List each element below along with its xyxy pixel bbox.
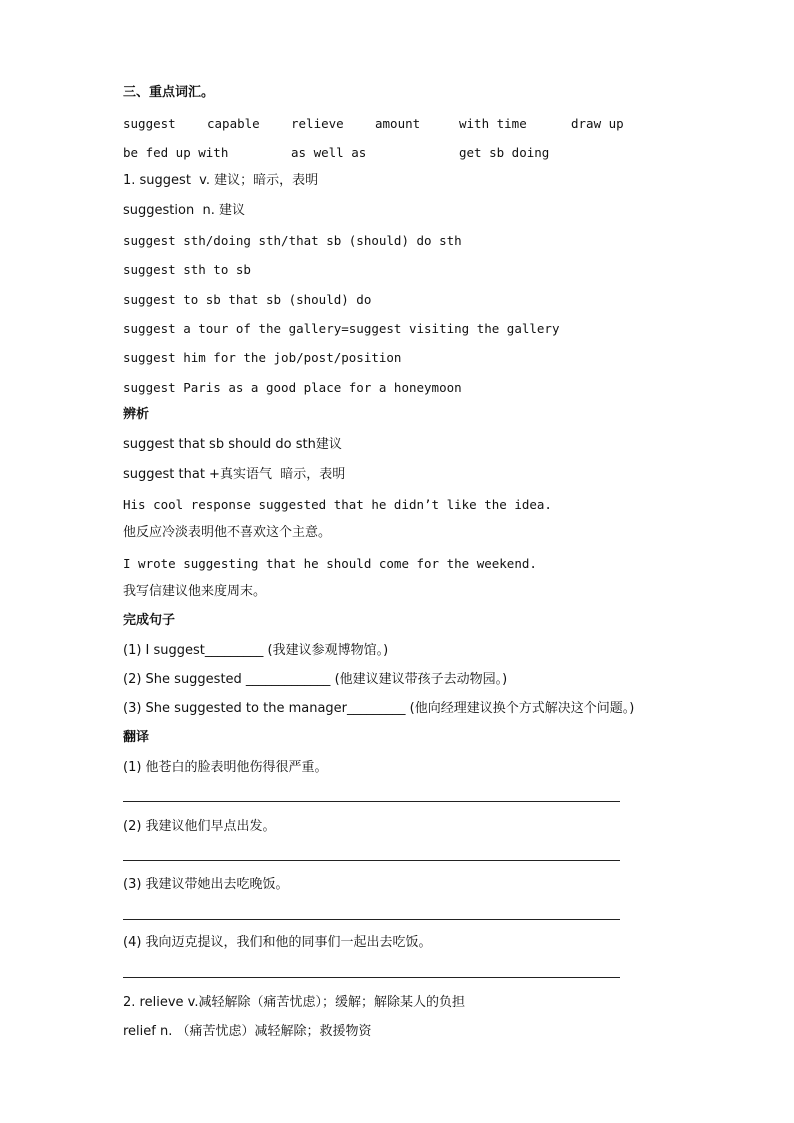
text-line: suggestion n. 建议	[123, 203, 245, 218]
vocab-word: suggest	[123, 116, 176, 131]
translate-item: (1) 他苍白的脸表明他伤得很严重。	[123, 760, 328, 775]
text-line: His cool response suggested that he didn’t like the idea.	[123, 497, 552, 512]
vocab-word: get sb doing	[459, 145, 550, 160]
translate-item: (3) 我建议带她出去吃晚饭。	[123, 877, 289, 892]
text-line: relief n. （痛苦忧虑）减轻解除；救援物资	[123, 1024, 372, 1039]
exercise-item: (2) She suggested _____________ (他建议建议带孩子去动物园。)	[123, 672, 508, 687]
exercise-item: (1) I suggest_________ (我建议参观博物馆。)	[123, 643, 389, 658]
text-line: suggest him for the job/post/position	[123, 350, 402, 365]
translate-item: (4) 我向迈克提议，我们和他的同事们一起出去吃饭。	[123, 935, 432, 950]
text-line: 我写信建议他来度周末。	[123, 584, 267, 599]
vocab-word: draw up	[571, 116, 624, 131]
answer-line	[123, 801, 620, 802]
answer-line	[123, 919, 620, 920]
text-line: suggest a tour of the gallery=suggest visiting the gallery	[123, 321, 560, 336]
text-line: suggest that +真实语气 暗示，表明	[123, 467, 346, 482]
complete-label: 完成句子	[123, 613, 176, 628]
suggest-title: 1. suggest v. 建议；暗示，表明	[123, 173, 319, 188]
relieve-title: 2. relieve v.减轻解除（痛苦忧虑）；缓解；解除某人的负担	[123, 995, 465, 1010]
vocab-word: amount	[375, 116, 421, 131]
text-line: suggest sth to sb	[123, 262, 251, 277]
exercise-item: (3) She suggested to the manager_________ (他向经理建议换个方式解决这个问题。)	[123, 701, 635, 716]
text-line: suggest to sb that sb (should) do	[123, 292, 372, 307]
vocab-word: capable	[207, 116, 260, 131]
text-line: suggest sth/doing sth/that sb (should) do sth	[123, 233, 462, 248]
text-line: 他反应冷淡表明他不喜欢这个主意。	[123, 525, 332, 540]
vocab-word: be fed up with	[123, 145, 229, 160]
answer-line	[123, 860, 620, 861]
analysis-label: 辨析	[123, 407, 150, 422]
translate-item: (2) 我建议他们早点出发。	[123, 819, 276, 834]
vocab-word: as well as	[291, 145, 367, 160]
vocab-word: with time	[459, 116, 527, 131]
translate-label: 翻译	[123, 730, 150, 745]
vocab-word: relieve	[291, 116, 344, 131]
text-line: suggest that sb should do sth建议	[123, 437, 342, 452]
answer-line	[123, 977, 620, 978]
text-line: suggest Paris as a good place for a honeymoon	[123, 380, 462, 395]
text-line: I wrote suggesting that he should come for the weekend.	[123, 556, 537, 571]
section-heading: 三、重点词汇。	[123, 85, 215, 100]
